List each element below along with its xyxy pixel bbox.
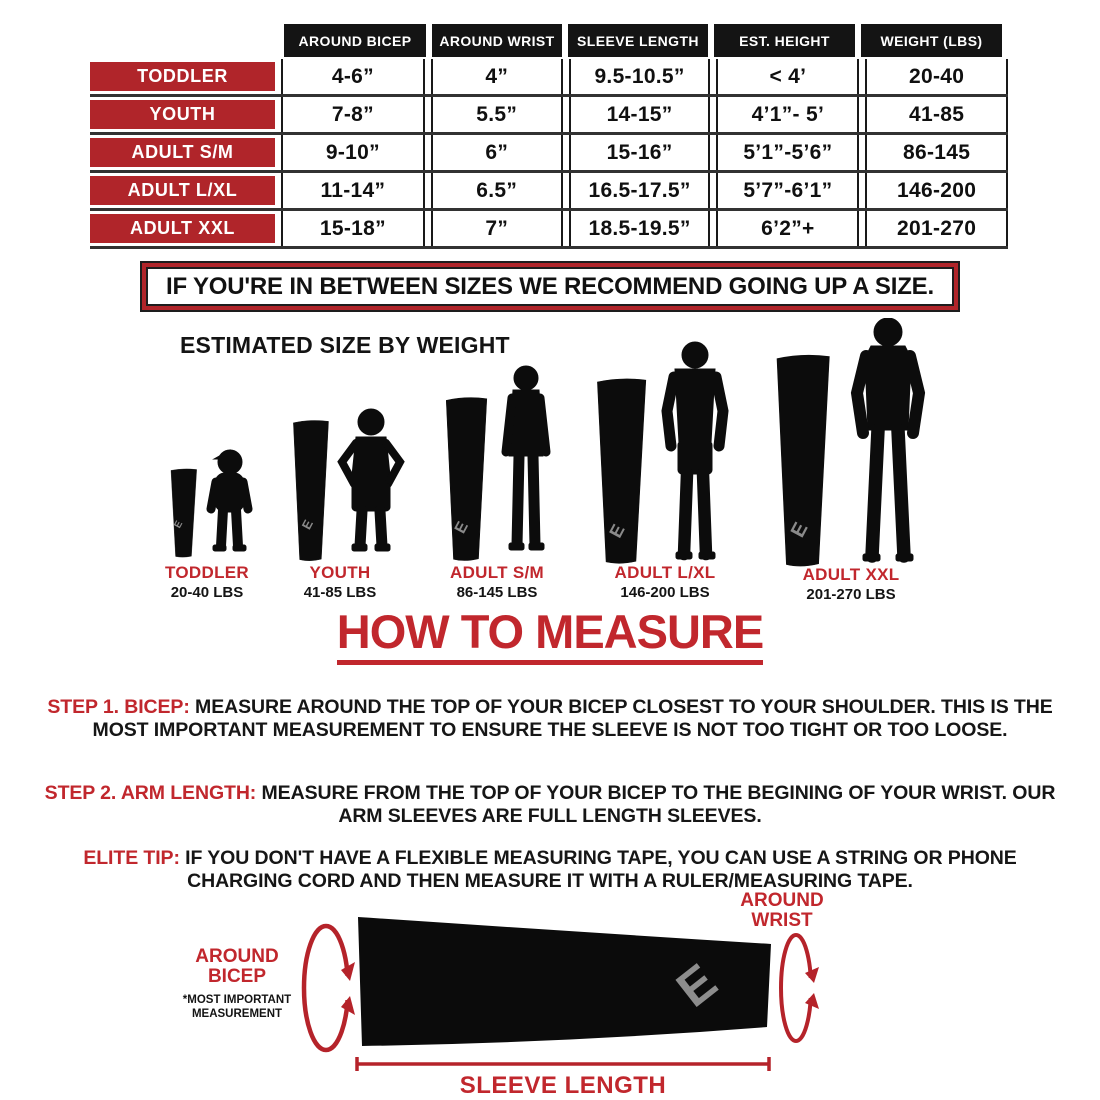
table-cell: 5’1”-5’6”	[716, 135, 859, 170]
table-cell: 146-200	[865, 173, 1008, 208]
logo-e-icon: E	[786, 518, 813, 542]
table-row-adult-xxl	[90, 211, 1008, 249]
person-icon-adult-lxl	[657, 341, 733, 563]
figure-size-weight: 201-270 LBS	[806, 586, 896, 603]
size-table-body	[90, 59, 1008, 249]
row-label: ADULT S/M	[90, 138, 275, 167]
logo-e-icon: E	[172, 519, 186, 531]
table-cell: 16.5-17.5”	[569, 173, 711, 208]
table-cell: 15-18”	[281, 211, 425, 246]
table-cell: 15-16”	[569, 135, 711, 170]
person-icon-toddler	[203, 446, 255, 558]
step-1-bicep	[40, 696, 1060, 743]
table-cell: 6’2”+	[716, 211, 859, 246]
table-cell: 5’7”-6’1”	[716, 173, 859, 208]
sleeve-length-label: SLEEVE LENGTH	[459, 1072, 667, 1099]
sleeve-icon-adult-sm	[440, 396, 492, 562]
sleeve-icon-toddler	[167, 468, 200, 558]
between-sizes-banner: IF YOU'RE IN BETWEEN SIZES WE RECOMMEND GOING UP A SIZE.	[142, 263, 958, 310]
step-1-lead: STEP 1. BICEP:	[47, 695, 190, 718]
table-cell: 6”	[431, 135, 563, 170]
figure-label-adult-xxl	[786, 565, 916, 603]
around-wrist-line2: WRIST	[751, 909, 813, 931]
size-table	[90, 24, 1008, 249]
table-cell: 86-145	[865, 135, 1008, 170]
person-icon-adult-sm	[497, 364, 555, 554]
elite-tip	[40, 847, 1060, 894]
row-label: YOUTH	[90, 100, 275, 129]
table-cell: 9.5-10.5”	[569, 59, 711, 94]
how-to-measure-title: HOW TO MEASURE	[0, 604, 1100, 659]
figure-size-name: ADULT L/XL	[614, 563, 716, 582]
logo-e-icon: E	[451, 519, 472, 537]
table-cell: 14-15”	[569, 97, 711, 132]
around-bicep-line2: BICEP	[207, 965, 267, 987]
estimated-size-title: ESTIMATED SIZE BY WEIGHT	[180, 332, 510, 358]
table-cell: 20-40	[865, 59, 1008, 94]
table-cell: 4”	[431, 59, 563, 94]
around-bicep-line1: AROUND	[195, 946, 279, 967]
table-cell: 6.5”	[431, 173, 563, 208]
sleeve-length-measure-line	[354, 1056, 772, 1072]
table-row-adult-lxl	[90, 173, 1008, 211]
table-cell: 18.5-19.5”	[569, 211, 711, 246]
figure-size-weight: 86-145 LBS	[456, 584, 538, 601]
elite-tip-lead: ELITE TIP:	[83, 846, 180, 869]
step-2-lead: STEP 2. ARM LENGTH:	[44, 781, 257, 804]
size-table-header	[90, 24, 1008, 57]
figure-label-adult-lxl	[600, 563, 730, 601]
col-header-around-bicep: AROUND BICEP	[284, 24, 426, 57]
step-2-arm-length	[40, 782, 1060, 829]
table-cell: 41-85	[865, 97, 1008, 132]
around-wrist-ellipse-icon	[775, 930, 819, 1046]
col-header-weight: WEIGHT (LBS)	[861, 24, 1002, 57]
around-wrist-label	[702, 891, 862, 931]
around-bicep-ellipse-icon	[299, 920, 355, 1057]
figure-size-weight: 20-40 LBS	[170, 584, 244, 601]
table-row-adult-sm	[90, 135, 1008, 173]
table-row-youth	[90, 97, 1008, 135]
logo-e-icon: E	[298, 517, 316, 532]
step-2-text: MEASURE FROM THE TOP OF YOUR BICEP TO THE BEGINING OF YOUR WRIST. OUR ARM SLEEVES ARE FULL LENGTH SLEEVES.	[256, 781, 1056, 827]
table-cell: < 4’	[716, 59, 859, 94]
figure-size-weight: 41-85 LBS	[303, 584, 377, 601]
table-cell: 9-10”	[281, 135, 425, 170]
table-cell: 4-6”	[281, 59, 425, 94]
figure-label-adult-sm	[432, 563, 562, 601]
figure-size-name: ADULT XXL	[802, 565, 900, 584]
figure-label-toddler	[142, 563, 272, 601]
col-header-est-height: EST. HEIGHT	[714, 24, 855, 57]
figure-label-youth	[275, 563, 405, 601]
col-header-around-wrist: AROUND WRIST	[432, 24, 562, 57]
figure-size-weight: 146-200 LBS	[620, 584, 710, 601]
figure-size-name: ADULT S/M	[450, 563, 544, 582]
around-wrist-line1: AROUND	[740, 890, 824, 911]
table-cell: 11-14”	[281, 173, 425, 208]
col-header-sleeve-length: SLEEVE LENGTH	[568, 24, 708, 57]
logo-e-icon: E	[605, 521, 629, 541]
person-icon-adult-xxl	[847, 318, 929, 565]
table-cell: 4’1”- 5’	[716, 97, 859, 132]
around-bicep-label	[157, 947, 317, 987]
row-label: ADULT L/XL	[90, 176, 275, 205]
table-cell: 201-270	[865, 211, 1008, 246]
person-icon-youth	[336, 407, 406, 554]
logo-e-icon: E	[666, 953, 728, 1018]
figure-size-name: YOUTH	[309, 563, 371, 582]
table-cell: 5.5”	[431, 97, 563, 132]
row-label: TODDLER	[90, 62, 275, 91]
table-cell: 7-8”	[281, 97, 425, 132]
step-1-text: MEASURE AROUND THE TOP OF YOUR BICEP CLOSEST TO YOUR SHOULDER. THIS IS THE MOST IMPORTANT MEASUREMENT TO ENSURE THE SLEEVE IS NOT TOO TIGHT OR TOO LOOSE.	[92, 695, 1053, 741]
figure-size-name: TODDLER	[165, 563, 249, 582]
table-row-toddler	[90, 59, 1008, 97]
table-cell: 7”	[431, 211, 563, 246]
sleeve-icon-youth	[288, 419, 333, 562]
most-important-note: *MOST IMPORTANT MEASUREMENT	[182, 994, 292, 1020]
row-label: ADULT XXL	[90, 214, 275, 243]
elite-tip-text: IF YOU DON'T HAVE A FLEXIBLE MEASURING TAPE, YOU CAN USE A STRING OR PHONE CHARGING CORD AND THEN MEASURE IT WITH A RULER/MEASURING TAPE.	[179, 846, 1017, 892]
